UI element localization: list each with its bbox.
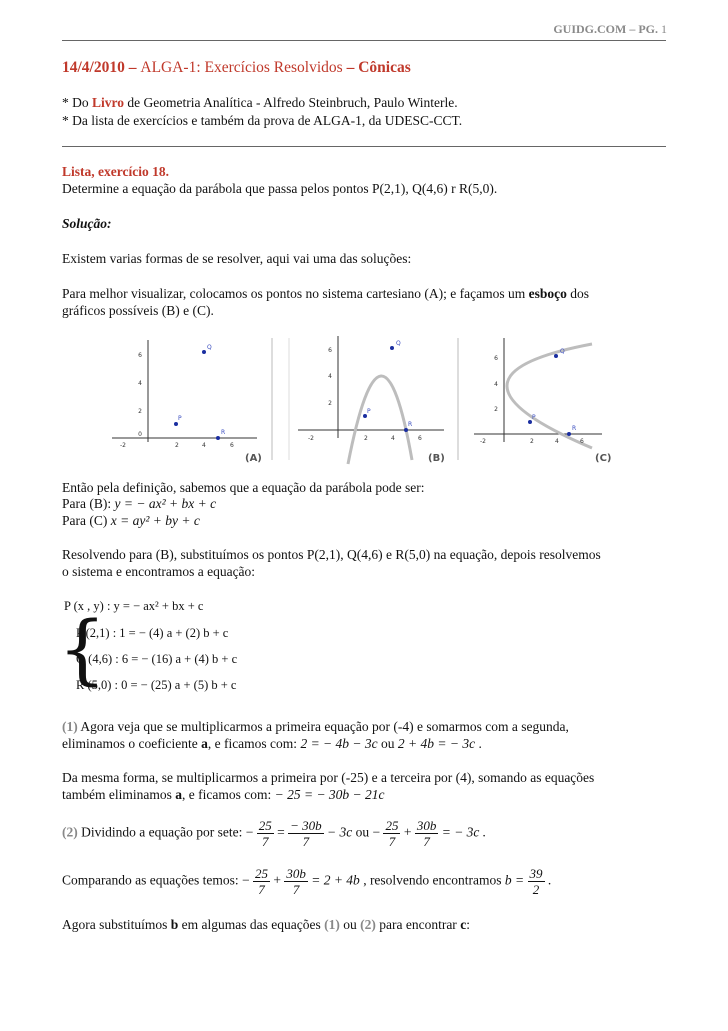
tick-label: 4	[391, 435, 395, 442]
point-q	[554, 354, 558, 358]
solve-b-line-1: Resolvendo para (B), substituímos os pontos P(2,1), Q(4,6) e R(5,0) na equação, depois resolvemos	[62, 547, 601, 562]
point-label: P	[178, 415, 182, 422]
point-label: P	[367, 408, 371, 415]
header-site: GUIDG.COM – PG.	[553, 22, 658, 36]
tick-label: -2	[308, 435, 314, 442]
tick-label: 6	[230, 442, 234, 449]
reference-line-2: * Da lista de exercícios e também da prova de ALGA-1, da UDESC-CCT.	[62, 113, 463, 128]
graph-b	[298, 336, 444, 464]
tick-label: 0	[138, 431, 142, 438]
same-way-line-2: também eliminamos a, e ficamos com: − 25 = − 30b − 21c	[62, 787, 385, 802]
solution-intro: Existem varias formas de se resolver, aqui vai uma das soluções:	[62, 251, 412, 266]
book-link: Livro	[92, 95, 125, 110]
point-label: R	[221, 429, 226, 436]
fraction: $\frac{25}{7}$	[254, 866, 268, 897]
visualize-paragraph-1: Para melhor visualizar, colocamos os pontos no sistema cartesiano (A); e façamos um esboço dos	[62, 286, 589, 301]
graph-a	[112, 340, 257, 449]
definition-text: Então pela definição, sabemos que a equação da parábola pode ser:	[62, 480, 425, 495]
tick-label: 2	[328, 400, 332, 407]
graph-c	[474, 338, 602, 448]
point-p	[174, 422, 178, 426]
figure-label-c: (C)	[595, 453, 612, 464]
equation-step1-b: 2 + 4b = − 3c	[397, 736, 476, 751]
title-dash: –	[342, 59, 359, 76]
figure-label-b: (B)	[428, 453, 445, 464]
fraction: $\frac{39}{2}$	[529, 866, 543, 897]
point-label: Q	[560, 348, 565, 355]
fraction: $\frac{25}{7}$	[385, 818, 399, 849]
form-c: Para (C) x = ay² + by + c	[62, 513, 200, 528]
figure-label-a: (A)	[245, 453, 262, 464]
tick-label: 6	[580, 438, 584, 445]
step-number: (2)	[62, 824, 78, 840]
equation-same: − 25 = − 30b − 21c	[274, 787, 385, 802]
header-rule	[62, 40, 666, 41]
tick-label: 2	[494, 406, 498, 413]
title-name: ALGA-1: Exercícios Resolvidos	[140, 59, 343, 76]
same-way-line-1: Da mesma forma, se multiplicarmos a primeira por (-25) e a terceira por (4), somando as equações	[62, 770, 595, 785]
point-r	[404, 428, 408, 432]
point-label: Q	[207, 344, 212, 351]
step-number: (1)	[62, 719, 78, 734]
point-q	[202, 350, 206, 354]
point-label: P	[532, 414, 536, 421]
header-page-number: 1	[661, 22, 667, 36]
tick-label: 6	[138, 352, 142, 359]
document-title	[62, 59, 411, 77]
point-r	[216, 436, 220, 440]
tick-label: -2	[480, 438, 486, 445]
final-line: Agora substituímos b em algumas das equações (1) ou (2) para encontrar c:	[62, 917, 470, 932]
exercise-statement: Determine a equação da parábola que passa pelos pontos P(2,1), Q(4,6) r R(5,0).	[62, 181, 498, 196]
point-q	[390, 346, 394, 350]
tick-label: 6	[418, 435, 422, 442]
section-rule	[62, 146, 666, 147]
equation-step1-a: 2 = − 4b − 3c	[300, 736, 378, 751]
fraction: $\frac{25}{7}$	[258, 818, 272, 849]
tick-label: 2	[175, 442, 179, 449]
comparison-line: Comparando as equações temos: − $\frac{25}{7}$ + $\frac{30b}{7}$ = 2 + 4b , resolvendo encontramos b = $\frac{39}{2}$ .	[62, 866, 552, 897]
tick-label: 2	[138, 408, 142, 415]
system-eq-p: P (2,1) : 1 = − (4) a + (2) b + c	[76, 626, 229, 640]
point-label: Q	[396, 340, 401, 347]
equation-b: y = − ax² + bx + c	[114, 496, 217, 511]
parabola-curve	[507, 344, 592, 448]
point-label: R	[408, 421, 413, 428]
tick-label: 2	[530, 438, 534, 445]
fraction: $\frac{- 30b}{7}$	[290, 818, 322, 849]
fraction: $\frac{30b}{7}$	[416, 818, 437, 849]
visualize-paragraph-2: gráficos possíveis (B) e (C).	[62, 303, 214, 318]
solution-label: Solução:	[62, 216, 112, 231]
figure-strip	[62, 330, 666, 466]
tick-label: 6	[494, 355, 498, 362]
tick-label: 4	[494, 381, 498, 388]
solve-b-line-2: o sistema e encontramos a equação:	[62, 564, 256, 579]
tick-label: 4	[328, 373, 332, 380]
step1-line-1: (1) Agora veja que se multiplicarmos a primeira equação por (-4) e somarmos com a segunda,	[62, 719, 569, 734]
tick-label: -2	[120, 442, 126, 449]
title-topic: Cônicas	[358, 59, 411, 76]
system-eq-r: R (5,0) : 0 = − (25) a + (5) b + c	[76, 678, 237, 692]
tick-label: 4	[555, 438, 559, 445]
point-label: R	[572, 425, 577, 432]
title-date: 14/4/2010 –	[62, 59, 141, 76]
reference-line-1: * Do Livro de Geometria Analítica - Alfredo Steinbruch, Paulo Winterle.	[62, 95, 458, 110]
fraction: $\frac{30b}{7}$	[286, 866, 306, 897]
system-header: P (x , y) : y = − ax² + bx + c	[64, 599, 204, 613]
page-header	[0, 22, 667, 37]
step1-line-2: eliminamos o coeficiente a, e ficamos com: 2 = − 4b − 3c ou 2 + 4b = − 3c .	[62, 736, 482, 751]
step2-line: (2) Dividindo a equação por sete: − $\frac{25}{7}$ = $\frac{- 30b}{7}$ − 3c ou − $\frac{25}{7}$ + $\frac{30b}{7}$ = − 3c .	[62, 818, 487, 849]
parabola-curve	[348, 376, 412, 464]
form-b: Para (B): y = − ax² + bx + c	[62, 496, 217, 511]
tick-label: 4	[138, 380, 142, 387]
equation-c: x = ay² + by + c	[110, 513, 200, 528]
point-r	[567, 432, 571, 436]
system-eq-q: Q (4,6) : 6 = − (16) a + (4) b + c	[76, 652, 238, 666]
system-brace: {	[58, 604, 107, 693]
tick-label: 2	[364, 435, 368, 442]
tick-label: 4	[202, 442, 206, 449]
exercise-title: Lista, exercício 18.	[62, 164, 169, 179]
tick-label: 6	[328, 347, 332, 354]
